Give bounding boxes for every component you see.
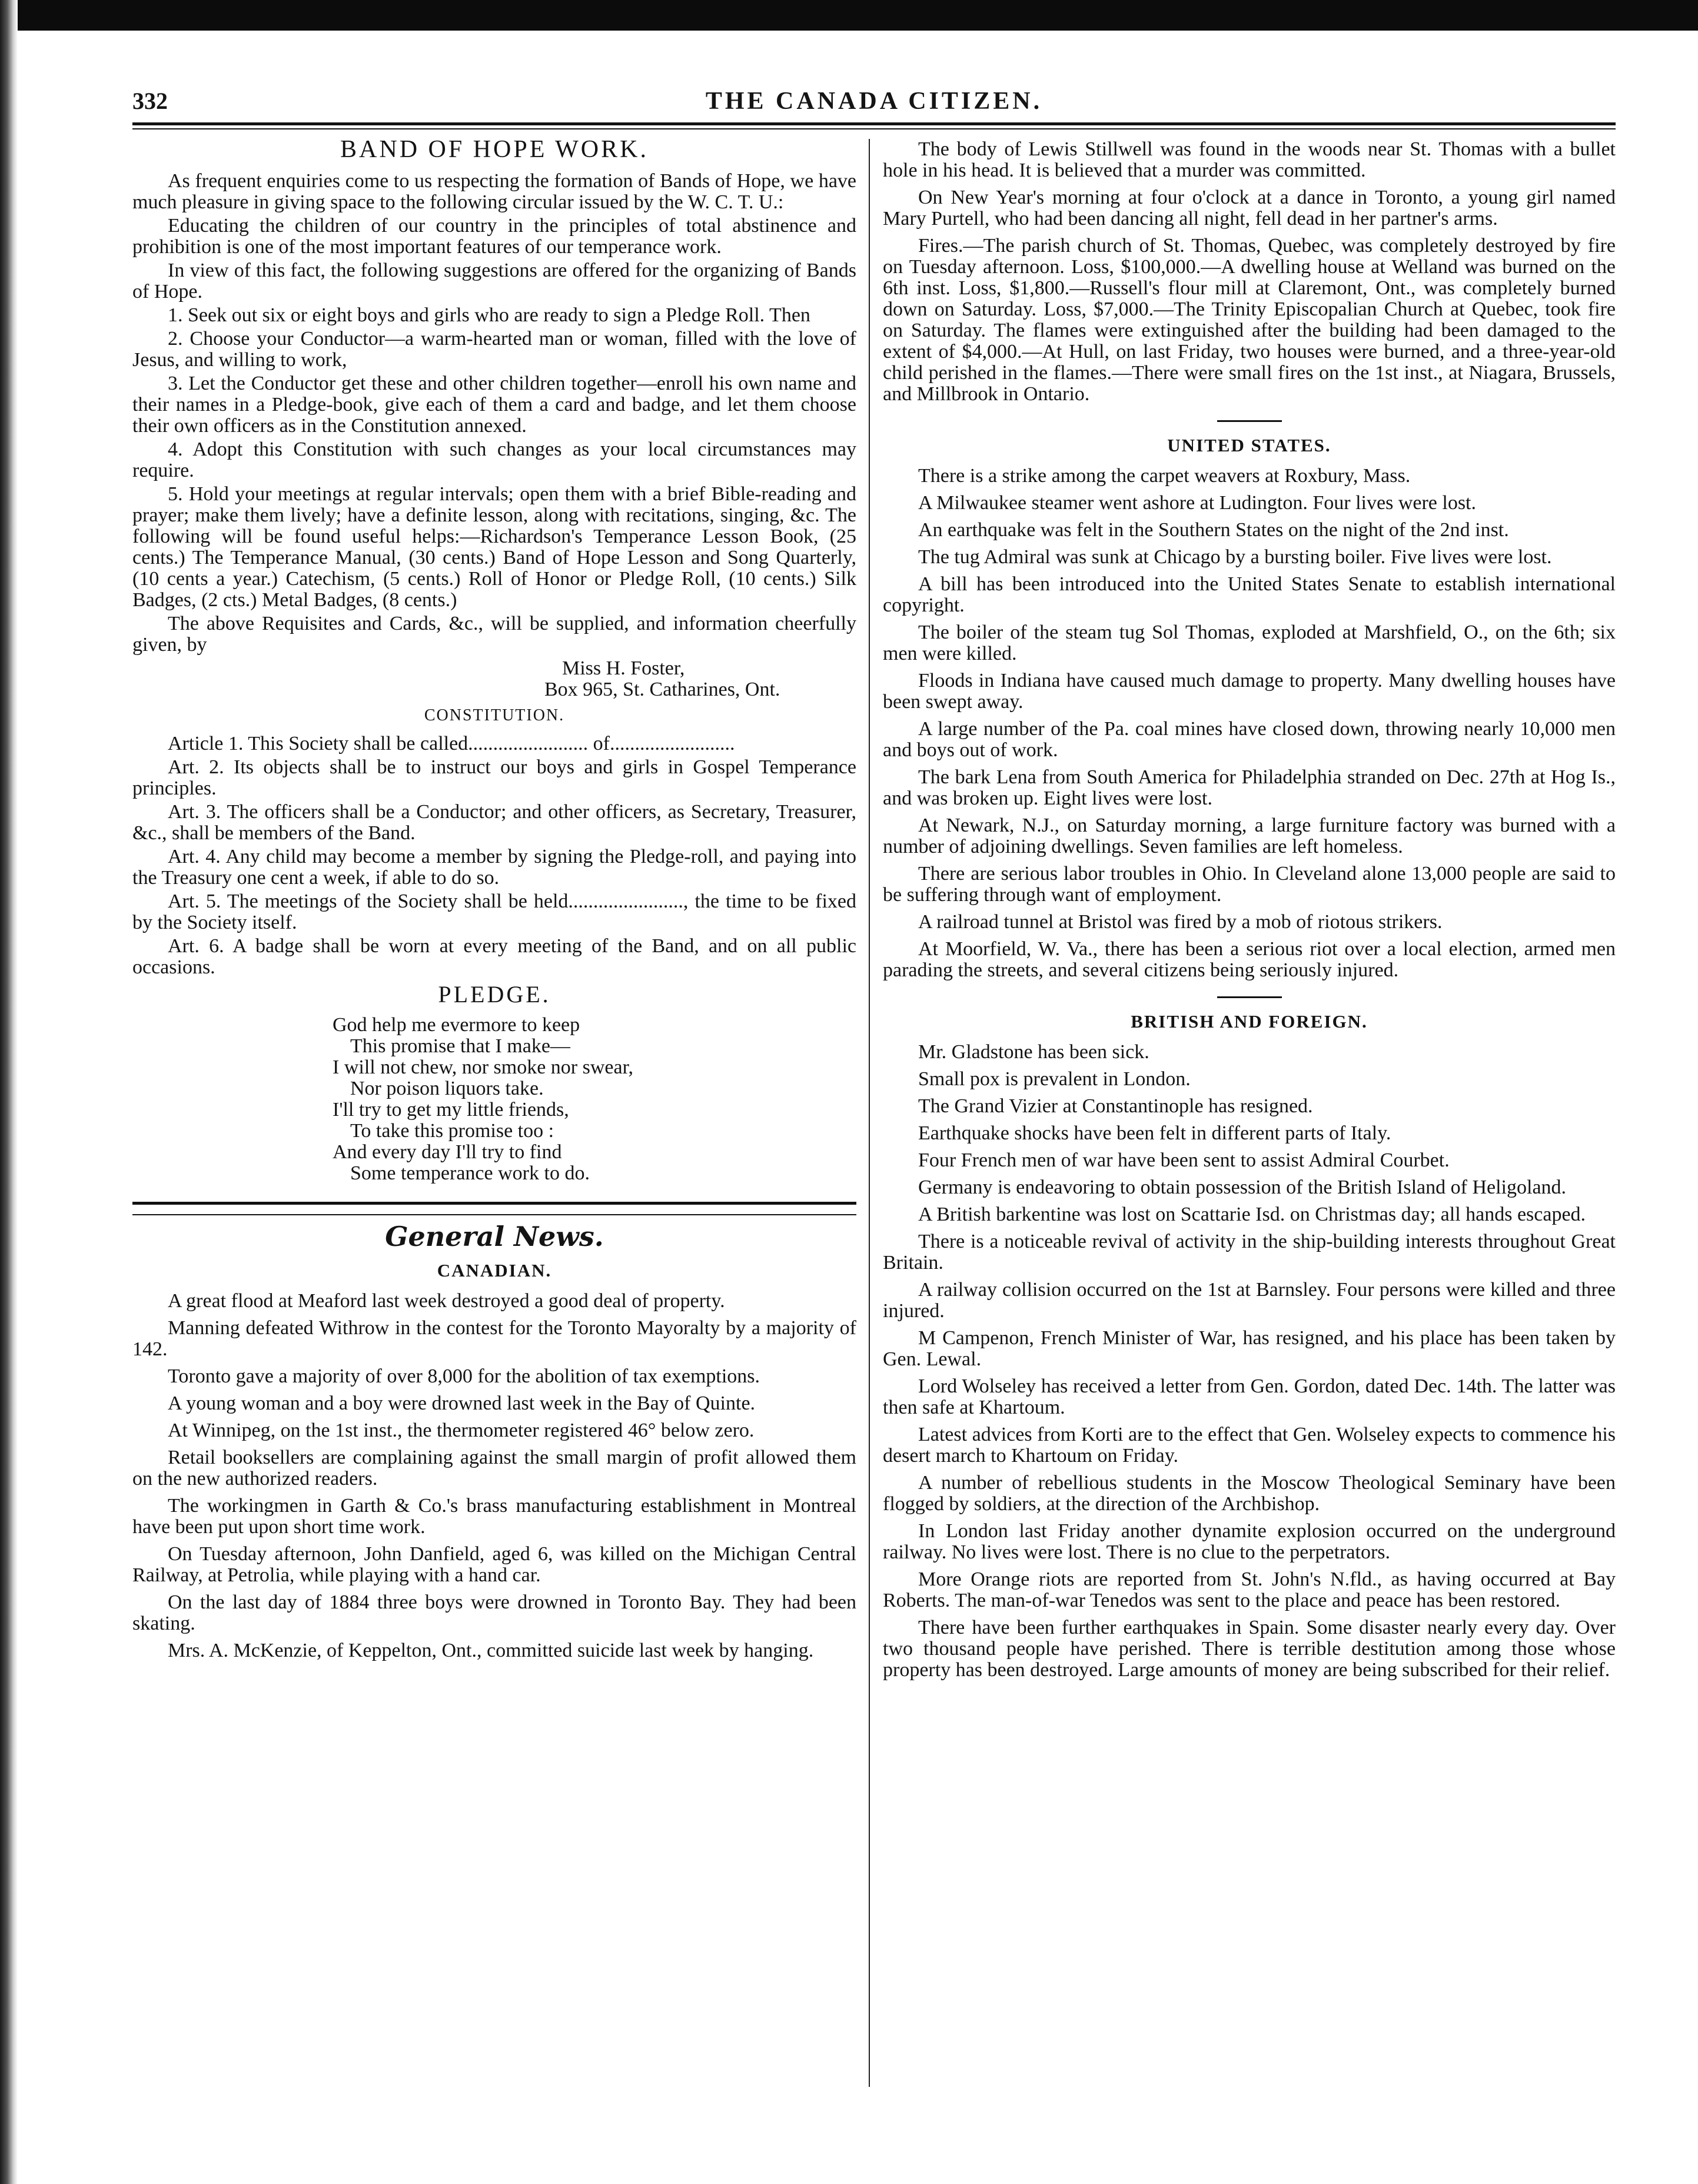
news-item: A British barkentine was lost on Scattarie Isd. on Christmas day; all hands escaped. xyxy=(918,1204,1586,1225)
news-item: A Milwaukee steamer went ashore at Ludington. Four lives were lost. xyxy=(918,492,1476,514)
poem-line: God help me evermore to keep xyxy=(333,1014,580,1036)
news-item: The boiler of the steam tug Sol Thomas, exploded at Marshfield, O., on the 6th; six men were killed. xyxy=(883,621,1616,664)
united-states-title: UNITED STATES. xyxy=(1167,435,1331,456)
news-item: Retail booksellers are complaining against the small margin of profit allowed them on the new authorized readers. xyxy=(132,1447,856,1490)
signature-address: Box 965, St. Catharines, Ont. xyxy=(544,679,780,700)
band-intro: As frequent enquiries come to us respecting the formation of Bands of Hope, we have much pleasure in giving space to the following circular issued by the W. C. T. U.: xyxy=(132,170,856,213)
news-item: M Campenon, French Minister of War, has resigned, and his place has been taken by Gen. Lewal. xyxy=(883,1327,1616,1370)
section-divider xyxy=(1217,420,1282,422)
news-item: On New Year's morning at four o'clock at a dance in Toronto, a young girl named Mary Purtell, who had been dancing all night, fell dead in her partner's arms. xyxy=(883,187,1616,230)
poem-line: Nor poison liquors take. xyxy=(350,1078,544,1099)
poem-line: Some temperance work to do. xyxy=(350,1162,590,1184)
section-double-rule xyxy=(132,1202,856,1215)
news-item: The bark Lena from South America for Philadelphia stranded on Dec. 27th at Hog Is., and was broken up. Eight lives were lost. xyxy=(883,766,1616,809)
band-paragraph: The above Requisites and Cards, &c., will be supplied, and information cheerfully given, by xyxy=(132,613,856,656)
news-item: A bill has been introduced into the United States Senate to establish international copyright. xyxy=(883,573,1616,616)
signature-name: Miss H. Foster, xyxy=(562,657,685,679)
news-item: A large number of the Pa. coal mines have closed down, throwing nearly 10,000 men and boys out of work. xyxy=(883,718,1616,761)
news-item: There are serious labor troubles in Ohio. In Cleveland alone 13,000 people are said to be suffering through want of employment. xyxy=(883,863,1616,906)
news-item: At Winnipeg, on the 1st inst., the thermometer registered 46° below zero. xyxy=(168,1420,755,1441)
page-number: 332 xyxy=(132,88,168,114)
news-item: A railway collision occurred on the 1st at Barnsley. Four persons were killed and three injured. xyxy=(883,1279,1616,1322)
suggestion-item: 1. Seek out six or eight boys and girls who are ready to sign a Pledge Roll. Then xyxy=(168,304,810,326)
british-foreign-news-list xyxy=(883,1042,1616,1681)
canadian-news-continued xyxy=(883,139,1616,405)
pledge-title: PLEDGE. xyxy=(438,981,551,1008)
news-item: There is a strike among the carpet weavers at Roxbury, Mass. xyxy=(918,465,1411,487)
news-item: Floods in Indiana have caused much damage to property. Many dwelling houses have been swept away. xyxy=(883,670,1616,713)
news-item: Germany is endeavoring to obtain possession of the British Island of Heligoland. xyxy=(918,1176,1567,1198)
constitution-article: Art. 5. The meetings of the Society shall be held......................., the time to be fixed by the Society itself. xyxy=(132,890,856,933)
poem-line: And every day I'll try to find xyxy=(333,1141,562,1163)
suggestion-item: 3. Let the Conductor get these and other children together—enroll his own name and their names in a Pledge-book, give each of them a card and badge, and let them choose their own officers as in the Constitution annexed. xyxy=(132,373,856,437)
band-paragraph: In view of this fact, the following suggestions are offered for the organizing of Bands of Hope. xyxy=(132,260,856,302)
suggestion-item: 5. Hold your meetings at regular intervals; open them with a brief Bible-reading and prayer; make them lively; have a definite lesson, along with recitations, singing, &c. The following will be found useful helps:—Richardson's Temperance Lesson Book, (25 cents.) The Temperance Manual, (30 cents.) Band of Hope Lesson and Song Quarterly, (10 cents a year.) Catechism, (5 cents.) Roll of Honor or Pledge Roll, (10 cents.) Silk Badges, (2 cts.) Metal Badges, (8 cents.) xyxy=(132,483,856,611)
news-item: A railroad tunnel at Bristol was fired by a mob of riotous strikers. xyxy=(918,911,1443,933)
news-item: Four French men of war have been sent to assist Admiral Courbet. xyxy=(918,1149,1450,1171)
band-of-hope-title: BAND OF HOPE WORK. xyxy=(340,136,649,163)
constitution-title: CONSTITUTION. xyxy=(424,706,565,724)
news-item: Mr. Gladstone has been sick. xyxy=(918,1041,1149,1063)
canadian-title: CANADIAN. xyxy=(437,1260,552,1281)
general-news-title: General News. xyxy=(385,1221,604,1252)
news-item: A great flood at Meaford last week destroyed a good deal of property. xyxy=(168,1290,725,1312)
header-rule xyxy=(132,122,1616,125)
united-states-news-list xyxy=(883,466,1616,981)
section-divider xyxy=(1217,996,1282,998)
column-divider xyxy=(869,139,870,2087)
constitution-article: Art. 2. Its objects shall be to instruct our boys and girls in Gospel Temperance principles. xyxy=(132,756,856,799)
suggestion-item: 2. Choose your Conductor—a warm-hearted man or woman, filled with the love of Jesus, and willing to work, xyxy=(132,328,856,371)
newspaper-title: THE CANADA CITIZEN. xyxy=(705,88,1043,115)
news-item: The workingmen in Garth & Co.'s brass manufacturing establishment in Montreal have been put upon short time work. xyxy=(132,1495,856,1538)
news-item: In London last Friday another dynamite explosion occurred on the underground railway. No lives were lost. There is no clue to the perpetrators. xyxy=(883,1520,1616,1563)
canadian-news-list xyxy=(132,1291,856,1661)
british-foreign-title: BRITISH AND FOREIGN. xyxy=(1131,1011,1368,1032)
news-item: The Grand Vizier at Constantinople has resigned. xyxy=(918,1095,1313,1117)
news-item: Manning defeated Withrow in the contest for the Toronto Mayoralty by a majority of 142. xyxy=(132,1317,856,1360)
news-item: The tug Admiral was sunk at Chicago by a bursting boiler. Five lives were lost. xyxy=(918,546,1552,568)
scan-left-edge xyxy=(0,0,18,2184)
constitution-article: Art. 3. The officers shall be a Conductor; and other officers, as Secretary, Treasurer, &c., shall be members of the Band. xyxy=(132,801,856,844)
news-item: Small pox is prevalent in London. xyxy=(918,1068,1191,1090)
news-item: At Moorfield, W. Va., there has been a serious riot over a local election, armed men parading the streets, and several citizens being seriously injured. xyxy=(883,938,1616,981)
news-item: On Tuesday afternoon, John Danfield, aged 6, was killed on the Michigan Central Railway, at Petrolia, while playing with a hand car. xyxy=(132,1543,856,1586)
poem-line: I'll try to get my little friends, xyxy=(333,1099,569,1121)
poem-line: To take this promise too : xyxy=(350,1120,554,1142)
news-item: Toronto gave a majority of over 8,000 for the abolition of tax exemptions. xyxy=(168,1365,760,1387)
constitution-article: Art. 4. Any child may become a member by signing the Pledge-roll, and paying into the Treasury one cent a week, if able to do so. xyxy=(132,846,856,889)
poem-line: This promise that I make— xyxy=(350,1035,570,1057)
constitution-article: Article 1. This Society shall be called........................ of......................... xyxy=(168,733,735,754)
news-item: Lord Wolseley has received a letter from Gen. Gordon, dated Dec. 14th. The latter was then safe at Khartoum. xyxy=(883,1375,1616,1418)
news-item: An earthquake was felt in the Southern States on the night of the 2nd inst. xyxy=(918,519,1509,541)
header-rule-thin xyxy=(132,128,1616,129)
news-item: Fires.—The parish church of St. Thomas, Quebec, was completely destroyed by fire on Tuesday afternoon. Loss, $100,000.—A dwelling house at Welland was burned on the 6th inst. Loss, $1,800.—Russell's flour mill at Claremont, Ont., was completely burned down on Saturday. Loss, $7,000.—The Trinity Episcopalian Church at Quebec, took fire on Saturday. The flames were extinguished after the building had been damaged to the extent of $4,000.—At Hull, on last Friday, two houses were burned, and a three-year-old child perished in the flames.—There were small fires on the 1st inst., at Niagara, Brussels, and Millbrook in Ontario. xyxy=(883,235,1616,405)
news-item: A young woman and a boy were drowned last week in the Bay of Quinte. xyxy=(168,1392,756,1414)
news-item: There have been further earthquakes in Spain. Some disaster nearly every day. Over two thousand people have perished. There is terrible destitution among those whose property has been destroyed. Large amounts of money are being subscribed for their relief. xyxy=(883,1617,1616,1681)
left-column xyxy=(132,136,856,1667)
right-column xyxy=(883,139,1616,1687)
page-header xyxy=(132,87,1616,117)
suggestion-item: 4. Adopt this Constitution with such changes as your local circumstances may require. xyxy=(132,438,856,481)
news-item: Earthquake shocks have been felt in different parts of Italy. xyxy=(918,1122,1391,1144)
band-paragraph: Educating the children of our country in the principles of total abstinence and prohibition is one of the most important features of our temperance work. xyxy=(132,215,856,258)
pledge-poem xyxy=(132,1015,856,1184)
poem-line: I will not chew, nor smoke nor swear, xyxy=(333,1056,634,1078)
scan-top-border xyxy=(0,0,1698,31)
news-item: The body of Lewis Stillwell was found in the woods near St. Thomas with a bullet hole in his head. It is believed that a murder was committed. xyxy=(883,138,1616,181)
news-item: Mrs. A. McKenzie, of Keppelton, Ont., committed suicide last week by hanging. xyxy=(168,1640,814,1661)
constitution-article: Art. 6. A badge shall be worn at every meeting of the Band, and on all public occasions. xyxy=(132,935,856,978)
news-item: Latest advices from Korti are to the effect that Gen. Wolseley expects to commence his desert march to Khartoum on Friday. xyxy=(883,1424,1616,1467)
news-item: A number of rebellious students in the Moscow Theological Seminary have been flogged by soldiers, at the direction of the Archbishop. xyxy=(883,1472,1616,1515)
news-item: On the last day of 1884 three boys were drowned in Toronto Bay. They had been skating. xyxy=(132,1591,856,1634)
news-item: There is a noticeable revival of activity in the ship-building interests throughout Great Britain. xyxy=(883,1231,1616,1274)
news-item: At Newark, N.J., on Saturday morning, a large furniture factory was burned with a number of adjoining dwellings. Seven families are left homeless. xyxy=(883,815,1616,857)
news-item: More Orange riots are reported from St. John's N.fld., as having occurred at Bay Roberts. The man-of-war Tenedos was sent to the place and peace has been restored. xyxy=(883,1568,1616,1611)
